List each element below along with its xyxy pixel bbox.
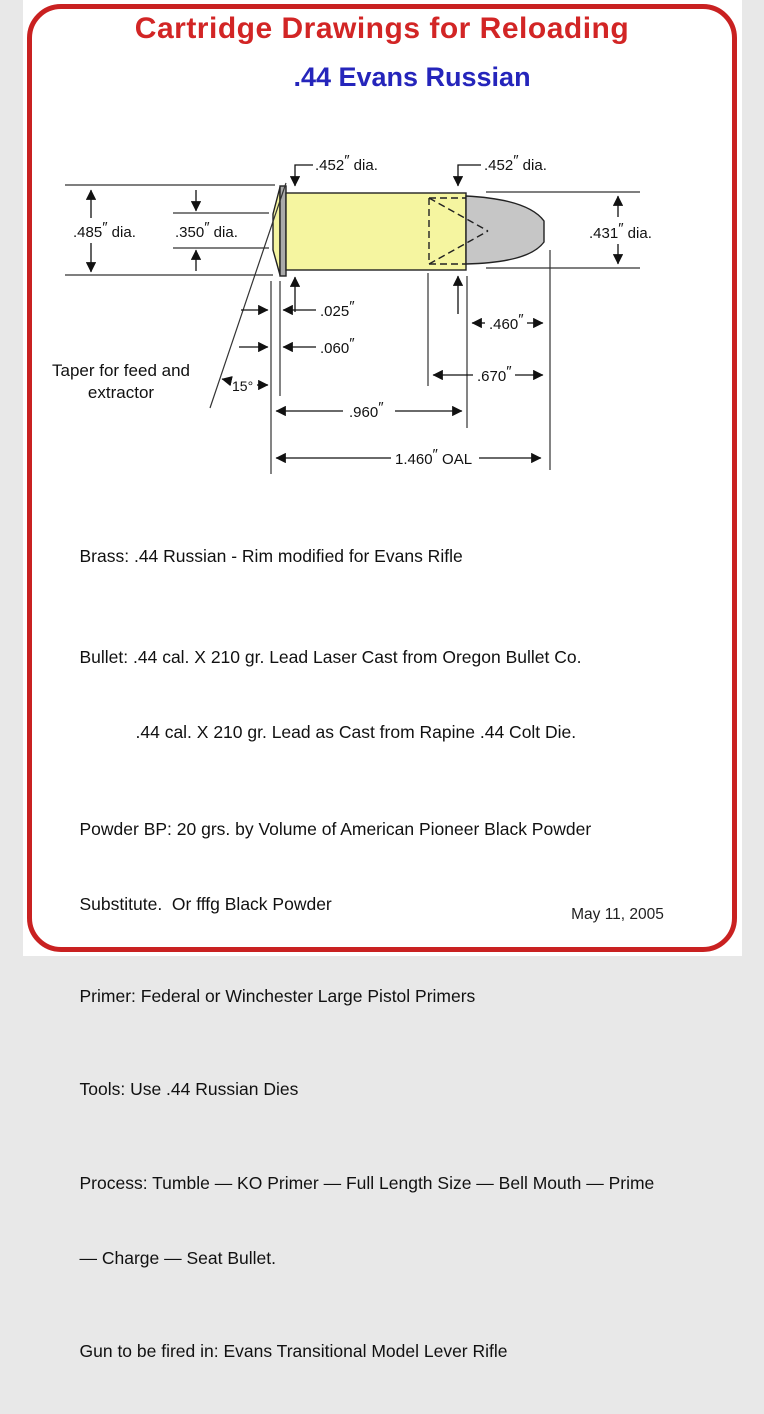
dim-head-thickness <box>239 335 355 357</box>
note-bullet-line1: Bullet: .44 cal. X 210 gr. Lead Laser Cast from Oregon Bullet Co. <box>80 645 712 670</box>
dim-bullet-dia <box>589 196 652 264</box>
note-gun: Gun to be fired in: Evans Transitional Model Lever Rifle <box>80 1339 712 1364</box>
cartridge-drawing <box>23 0 742 480</box>
svg-text:Taper for feed and: Taper for feed and <box>52 361 190 380</box>
svg-text:.350″ dia.: .350″ dia. <box>175 219 238 241</box>
svg-text:.460″: .460″ <box>489 311 524 333</box>
svg-text:.485″ dia.: .485″ dia. <box>73 219 136 241</box>
svg-text:.431″ dia.: .431″ dia. <box>589 220 652 242</box>
note-primer: Primer: Federal or Winchester Large Pistol Primers <box>80 984 712 1009</box>
taper-annotation <box>52 361 190 402</box>
svg-text:1.460″ OAL: 1.460″ OAL <box>395 446 472 468</box>
dim-bullet-exposed <box>472 311 543 333</box>
note-tools: Tools: Use .44 Russian Dies <box>80 1077 712 1102</box>
bullet <box>466 196 544 264</box>
note-powder-line1: Powder BP: 20 grs. by Volume of American Pioneer Black Powder <box>80 817 712 842</box>
note-brass: Brass: .44 Russian - Rim modified for Evans Rifle <box>80 544 712 569</box>
cartridge-name: .44 Evans Russian <box>53 62 764 93</box>
note-powder-line2: Substitute. Or fffg Black Powder <box>80 892 712 917</box>
rim-taper <box>273 187 280 275</box>
svg-text:.960″: .960″ <box>349 399 384 421</box>
taper-line <box>210 183 286 408</box>
svg-text:.025″: .025″ <box>320 298 355 320</box>
svg-text:.452″ dia.: .452″ dia. <box>484 152 547 174</box>
note-bullet-line2: .44 cal. X 210 gr. Lead as Cast from Rapine .44 Colt Die. <box>80 720 712 745</box>
dim-case-length <box>276 399 462 421</box>
document-page <box>23 0 742 956</box>
note-process-line1: Process: Tumble — KO Primer — Full Length Size — Bell Mouth — Prime <box>80 1171 712 1196</box>
svg-text:extractor: extractor <box>87 383 153 402</box>
svg-text:.670″: .670″ <box>477 363 512 385</box>
date-label: May 11, 2005 <box>563 906 673 924</box>
note-process-line2: — Charge — Seat Bullet. <box>80 1246 712 1271</box>
svg-text:.452″ dia.: .452″ dia. <box>315 152 378 174</box>
dim-head-dia <box>175 190 238 271</box>
dim-taper-angle <box>222 378 268 394</box>
page-title: Cartridge Drawings for Reloading <box>23 12 742 46</box>
dim-overall-length <box>276 446 541 468</box>
dim-rim-thickness <box>241 298 355 320</box>
dim-rim-dia <box>73 190 136 272</box>
svg-text:.060″: .060″ <box>320 335 355 357</box>
dim-bullet-length <box>433 363 543 385</box>
svg-text:15°: 15° <box>232 378 253 394</box>
reloading-notes <box>80 494 712 1414</box>
